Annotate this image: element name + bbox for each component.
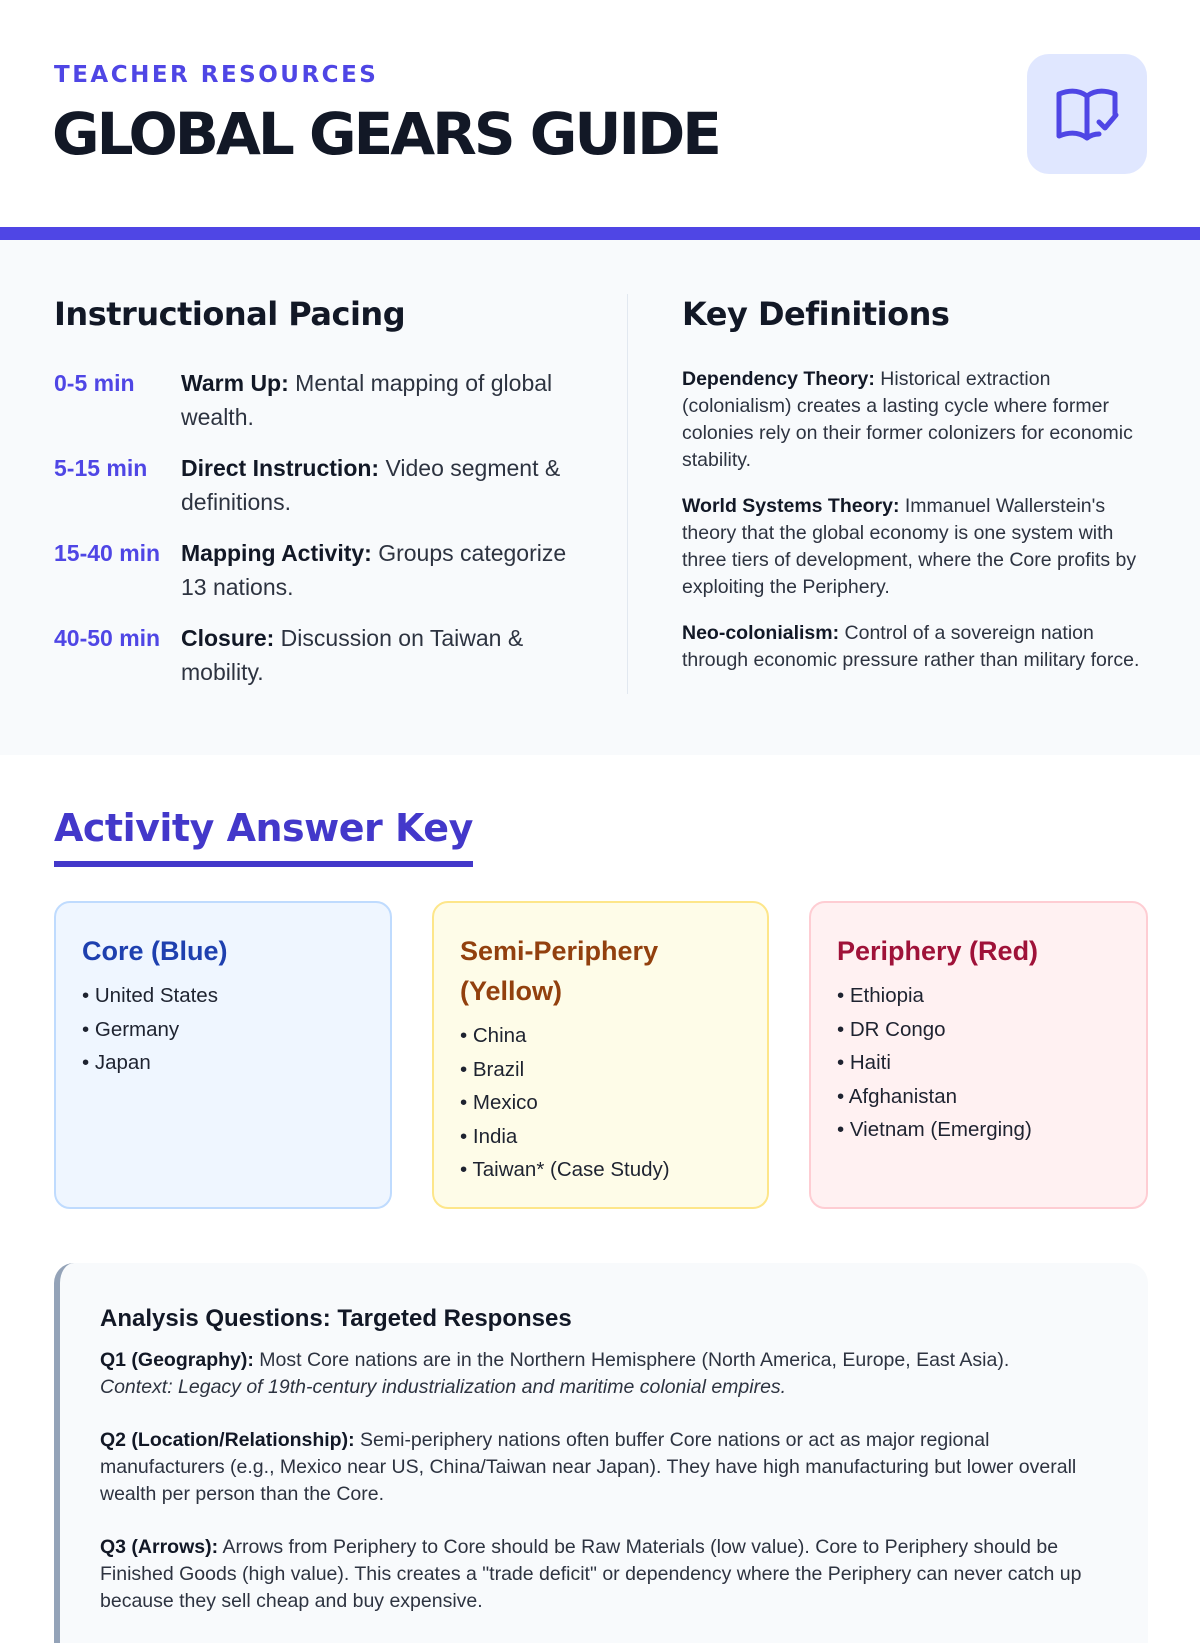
core-country-list [82,979,364,1080]
definition-item: Dependency Theory: Historical extraction (colonialism) creates a lasting cycle where former colonies rely on their former colonizers for economic stability. [682,368,1133,471]
list-item: • Vietnam (Emerging) [837,1118,1032,1141]
column-divider [627,294,628,694]
analysis-question: Q3 (Arrows): Arrows from Periphery to Core should be Raw Materials (low value). Core to Periphery should be Finished Goods (high value). This creates a "trade deficit" or dependency where the Periphery can never catch up because they sell cheap and buy expensive. [100,1536,1082,1612]
core-card [54,901,392,1209]
list-item: • India [460,1124,518,1148]
semi-periphery-country-list [460,1019,741,1187]
analysis-context: Context: Legacy of 19th-century industrialization and maritime colonial empires. [100,1376,787,1398]
list-item: • China [460,1024,527,1047]
list-item: • Haiti [837,1051,891,1074]
list-item: • DR Congo [837,1017,946,1041]
definition-item: World Systems Theory: Immanuel Wallerstein's theory that the global economy is one system with three tiers of development, where the Core profits by exploiting the Periphery. [682,495,1137,598]
pacing-description: Closure: Discussion on Taiwan & mobility. [181,625,524,685]
list-item: • Mexico [460,1091,538,1114]
analysis-heading: Analysis Questions: Targeted Responses [100,1305,572,1332]
answer-key-heading: Activity Answer Key [54,806,473,850]
header-accent-bar [0,227,1200,240]
list-item: • Taiwan* (Case Study) [460,1158,670,1181]
core-card-title: Core (Blue) [82,936,228,966]
book-check-icon [1055,84,1119,144]
pacing-time: 15-40 min [54,540,161,566]
pacing-time: 40-50 min [54,625,161,651]
pacing-heading: Instructional Pacing [54,295,406,333]
periphery-card-title: Periphery (Red) [837,936,1039,966]
definition-item: Neo-colonialism: Control of a sovereign nation through economic pressure rather than military force. [682,622,1140,671]
page-title: GLOBAL GEARS GUIDE [52,100,719,168]
list-item: • Brazil [460,1057,525,1081]
pacing-description: Warm Up: Mental mapping of global wealth. [181,370,553,430]
list-item: • United States [82,984,218,1007]
list-item: • Germany [82,1017,180,1041]
list-item: • Ethiopia [837,984,924,1007]
analysis-panel [54,1263,1148,1643]
semi-periphery-card-title: Semi-Periphery (Yellow) [460,936,659,1006]
semi-periphery-card [432,901,769,1209]
logo-badge [1027,54,1147,174]
list-item: • Japan [82,1051,151,1074]
analysis-question: Q1 (Geography): Most Core nations are in the Northern Hemisphere (North America, Europe, East Asia). Context: Legacy of 19th-century industrialization and maritime colonial empires. [100,1347,1108,1401]
pacing-time: 5-15 min [54,455,148,481]
overview-section [0,240,1200,755]
definitions-heading: Key Definitions [682,295,950,333]
periphery-card [809,901,1148,1209]
periphery-country-list [837,979,1120,1147]
pacing-description: Mapping Activity: Groups categorize 13 nations. [181,540,567,600]
answer-key-underline [54,861,473,867]
pacing-time: 0-5 min [54,370,135,396]
analysis-question: Q2 (Location/Relationship): Semi-periphery nations often buffer Core nations or act as major regional manufacturers (e.g., Mexico near US, China/Taiwan near Japan). They have high manufacturing but lower overall wealth per person than the Core. [100,1429,1077,1505]
eyebrow-label: TEACHER RESOURCES [54,62,379,88]
page-header [0,0,1200,227]
list-item: • Afghanistan [837,1084,958,1108]
pacing-description: Direct Instruction: Video segment & definitions. [181,455,561,515]
